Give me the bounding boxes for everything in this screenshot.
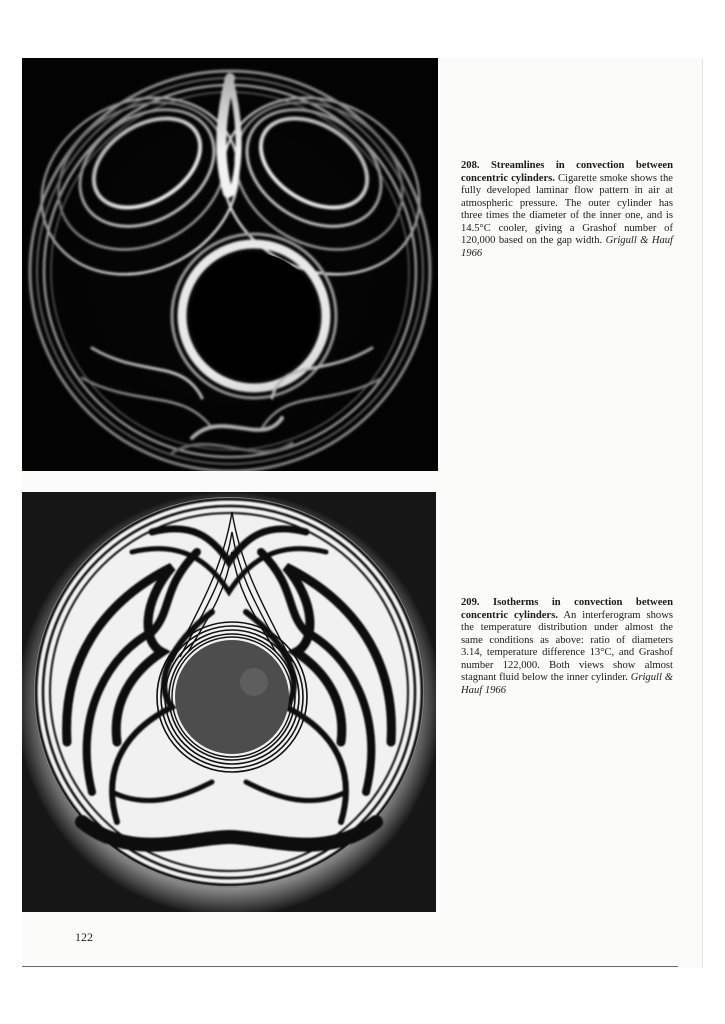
caption-209-title: Isotherms in convection between concentric cylinders. (461, 597, 673, 621)
caption-209 (461, 597, 673, 697)
caption-209-body: An interferogram shows the temperature distribution under almost the same conditions as above: ratio of diameters 3.14, temperature difference 13°C, and Grashof number 122,000. Both views show almost stagnant fluid below the inner cylinder. (461, 609, 673, 684)
caption-208-title: Streamlines in convection between concentric cylinders. (461, 160, 673, 184)
page-number: 122 (75, 930, 93, 944)
caption-208-number: 208. (461, 160, 480, 171)
caption-208-citation: Grigull & Hauf 1966 (461, 235, 674, 259)
caption-209-number: 209. (461, 597, 480, 608)
bottom-rule (22, 966, 678, 967)
caption-208 (461, 160, 673, 260)
figure-208-streamlines-photo (22, 58, 438, 471)
caption-209-citation: Grigull & Hauf 1966 (461, 672, 673, 696)
caption-208-body: Cigarette smoke shows the fully developed laminar flow pattern in air at atmospheric pressure. The outer cylinder has three times the diameter of the inner one, and is 14.5°C cooler, giving a Grashof number of 120,000 based on the gap width. (461, 172, 673, 247)
figure-209-interferogram-photo (22, 492, 436, 912)
